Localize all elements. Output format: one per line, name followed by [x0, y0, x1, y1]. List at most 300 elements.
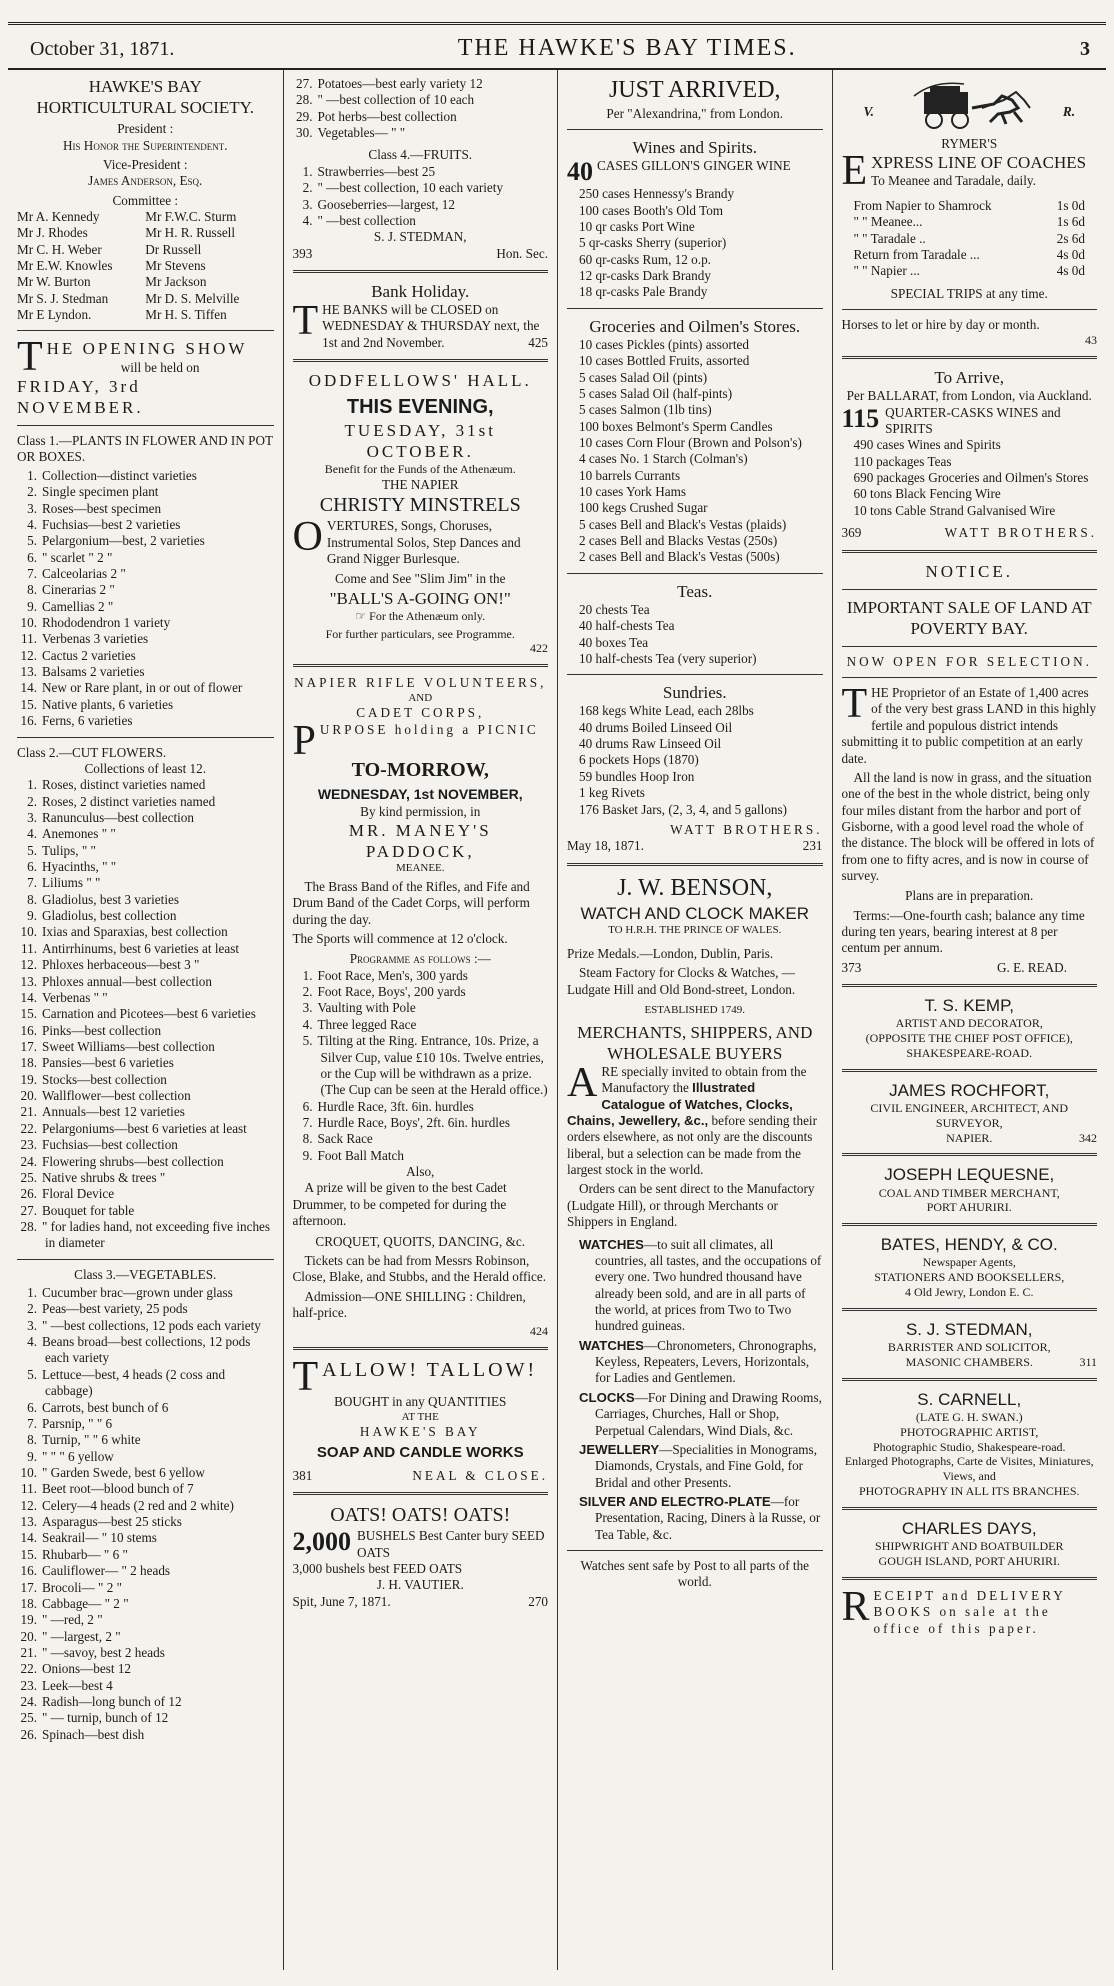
divider — [842, 1507, 1098, 1510]
item-number: 21. — [20, 1104, 37, 1120]
class-3-item — [17, 1465, 274, 1481]
class-2-item — [17, 1055, 274, 1071]
business-card — [842, 995, 1098, 1061]
item-number: 11. — [21, 1481, 37, 1497]
business-card — [842, 1164, 1098, 1215]
card-name: S. CARNELL, — [917, 1389, 1022, 1409]
programme-item — [293, 1115, 549, 1131]
fare-price: 4s 0d — [1056, 263, 1085, 279]
class-3-item — [17, 1596, 274, 1612]
item-number: 12. — [20, 647, 37, 663]
the-napier: THE NAPIER — [381, 477, 459, 493]
item-number: 2. — [302, 984, 313, 1000]
class-3-item — [17, 1285, 274, 1301]
item-number: 5. — [302, 1033, 313, 1049]
fare-row — [854, 247, 1086, 263]
grocery-item: 10 cases Corn Flour (Brown and Polson's) — [579, 434, 802, 450]
class-2-item — [17, 1039, 274, 1055]
item-text: Stocks—best collection — [42, 1071, 167, 1087]
card-line: GOUGH ISLAND, PORT AHURIRI. — [878, 1554, 1060, 1568]
item-number: 28. — [20, 1218, 37, 1234]
item-text: " — turnip, bunch of 12 — [42, 1710, 169, 1726]
tallow-firm: NEAL & CLOSE. — [412, 1468, 548, 1484]
drop-cap: T — [17, 334, 43, 381]
class-3-list — [17, 1285, 274, 1743]
sports-text: The Sports will commence at 12 o'clock. — [292, 931, 508, 947]
item-text: Wallflower—best collection — [42, 1088, 191, 1104]
class-2-item — [17, 892, 274, 908]
item-number: 10. — [20, 1464, 37, 1480]
columns — [8, 70, 1106, 1970]
wines-number: 40 — [567, 157, 593, 187]
purpose: URPOSE holding a PICNIC — [319, 721, 539, 737]
coach-emblem — [842, 78, 1098, 136]
committee-member: Mr F.W.C. Sturm — [145, 208, 237, 224]
item-text: Three legged Race — [317, 1016, 417, 1032]
ad-number: 425 — [528, 334, 548, 350]
item-text: Cauliflower— " 2 heads — [42, 1563, 171, 1579]
item-number: 8. — [302, 1131, 313, 1147]
divider — [567, 573, 823, 574]
class-1-item — [17, 664, 274, 680]
show-line-2: will be held on — [120, 359, 200, 375]
card-line: Photographic Studio, Shakespeare-road. — [872, 1439, 1066, 1454]
fare-row — [854, 198, 1086, 214]
class-3-item — [17, 1547, 274, 1563]
item-text: Asparagus—best 25 sticks — [42, 1514, 182, 1530]
divider — [842, 677, 1098, 678]
tallow-at: AT THE — [401, 1410, 439, 1423]
item-number: 4. — [27, 1334, 37, 1350]
business-card — [842, 1319, 1098, 1370]
sundry-item: 168 kegs White Lead, each 28lbs — [579, 703, 754, 719]
card-line: Newspaper Agents, — [922, 1255, 1016, 1270]
item-text: Pansies—best 6 varieties — [42, 1055, 174, 1071]
wine-item: 250 cases Hennessy's Brandy — [579, 186, 735, 202]
committee-member: Mr C. H. Weber — [17, 241, 102, 257]
item-number: 21. — [20, 1644, 37, 1660]
ad-number: 43 — [1085, 333, 1097, 348]
card-line: CIVIL ENGINEER, ARCHITECT, AND — [870, 1100, 1069, 1115]
grocery-item: 5 cases Salad Oil (half-pints) — [579, 385, 733, 401]
item-number: 6. — [27, 1399, 37, 1415]
class-3-item — [17, 1694, 274, 1710]
grocery-item: 10 cases Bottled Fruits, assorted — [579, 353, 750, 369]
programme-item — [293, 1131, 549, 1147]
committee-member: Mr E.W. Knowles — [17, 258, 113, 274]
committee-row — [17, 258, 274, 274]
tallow-heading-row — [292, 1354, 549, 1401]
class-3-item — [17, 1318, 274, 1334]
tallow-sign — [293, 1468, 549, 1484]
tea-item: 40 boxes Tea — [579, 634, 649, 650]
fare-price: 1s 6d — [1056, 214, 1085, 230]
ad-number: 381 — [292, 1468, 313, 1484]
divider — [567, 674, 823, 675]
benefit-line: Benefit for the Funds of the Athenæum. — [324, 462, 516, 477]
item-number: 16. — [20, 1022, 37, 1038]
item-number: 14. — [20, 989, 37, 1005]
item-text: Verbenas " " — [42, 989, 108, 1005]
divider — [567, 1550, 823, 1551]
item-text: Sack Race — [317, 1131, 373, 1147]
item-number: 20. — [20, 1628, 37, 1644]
item-text: Balsams 2 varieties — [42, 664, 145, 680]
class-1-item — [17, 697, 274, 713]
item-text: Verbenas 3 varieties — [42, 631, 149, 647]
class-2-item — [17, 826, 274, 842]
item-number: 22. — [20, 1661, 37, 1677]
column-1 — [8, 70, 283, 1970]
item-text: Cucumber brac—grown under glass — [42, 1285, 233, 1301]
class-2-item — [17, 1088, 274, 1104]
benson-item-key: WATCHES — [579, 1337, 644, 1353]
drop-cap: R — [841, 1583, 870, 1630]
item-number: 16. — [20, 713, 37, 729]
class-3-item — [17, 1629, 274, 1645]
item-number: 7. — [27, 875, 37, 891]
item-text: Hurdle Race, 3ft. 6in. hurdles — [317, 1098, 474, 1114]
item-number: 26. — [20, 1186, 37, 1202]
class-2-item — [17, 957, 274, 973]
card-line: SHIPWRIGHT AND BOATBUILDER — [875, 1539, 1064, 1554]
class-4-item — [293, 197, 549, 213]
fare-route: Return from Taradale ... — [853, 246, 980, 262]
sale-heading: IMPORTANT SALE OF LAND AT POVERTY BAY. — [846, 597, 1092, 638]
item-text: Ferns, 6 varieties — [42, 713, 133, 729]
divider — [17, 1259, 274, 1260]
item-number: 1. — [27, 777, 37, 793]
business-cards — [842, 984, 1098, 1569]
class-2-item — [17, 1072, 274, 1088]
arrive-per: Per BALLARAT, from London, via Auckland. — [846, 388, 1092, 404]
programme-item — [293, 1000, 549, 1016]
benson-to: TO H.R.H. THE PRINCE OF WALES. — [608, 924, 782, 937]
divider — [17, 737, 274, 738]
vr-v: V. — [863, 104, 874, 119]
benson-prize: Prize Medals.—London, Dublin, Paris. — [567, 946, 774, 962]
item-number: 3. — [302, 196, 313, 212]
item-number: 7. — [27, 1415, 37, 1431]
arrive-list — [842, 437, 1098, 519]
rymer-line-1: XPRESS LINE OF COACHES — [871, 153, 1087, 173]
class-2-item — [17, 1006, 274, 1022]
groceries-heading: Groceries and Oilmen's Stores. — [589, 316, 801, 336]
item-number: 7. — [302, 1114, 313, 1130]
benson-item-key: WATCHES — [579, 1236, 644, 1252]
arrive-firm: WATT BROTHERS. — [944, 525, 1097, 541]
class-2-item — [17, 941, 274, 957]
item-number: 24. — [20, 1694, 37, 1710]
item-number: 1. — [27, 1285, 37, 1301]
item-text: Sweet Williams—best collection — [42, 1039, 215, 1054]
class-3-item — [17, 1678, 274, 1694]
class-1-item — [17, 648, 274, 664]
class-1-item — [17, 501, 274, 517]
item-number: 2. — [27, 1301, 37, 1317]
rymer-heading — [841, 148, 1098, 195]
item-text: Carrots, best bunch of 6 — [42, 1399, 169, 1415]
item-number: 1. — [27, 467, 37, 483]
benson-item — [567, 1237, 823, 1335]
class-3-item — [17, 1481, 274, 1497]
class-3-item — [17, 1563, 274, 1579]
sale-foot — [842, 960, 1098, 976]
fare-price: 2s 6d — [1056, 230, 1085, 246]
groceries-list — [567, 337, 823, 566]
grocery-item: 10 cases Pickles (pints) assorted — [579, 336, 749, 352]
meanee: MEANEE. — [395, 862, 445, 875]
show-line-1: HE OPENING SHOW — [46, 339, 248, 359]
oddfellows-heading: ODDFELLOWS' HALL. — [308, 371, 532, 391]
item-number: 3. — [27, 1317, 37, 1333]
oats-date: Spit, June 7, 1871. — [292, 1593, 391, 1609]
item-number: 1. — [302, 967, 313, 983]
class-1-item — [17, 566, 274, 582]
arrive-number: 115 — [841, 403, 880, 433]
oats-number: 2,000 — [292, 1527, 351, 1557]
rymer-line-2: To Meanee and Taradale, daily. — [871, 173, 1036, 189]
divider — [842, 589, 1098, 590]
to-arrive: To Arrive, — [934, 368, 1005, 388]
programme-item — [293, 1033, 549, 1098]
oats-foot — [293, 1594, 549, 1610]
item-number: 15. — [20, 1006, 37, 1022]
item-number: 5. — [27, 842, 37, 858]
benson-item — [567, 1338, 823, 1387]
class-1-item — [17, 599, 274, 615]
item-text: Roses, distinct varieties named — [42, 777, 206, 793]
wednesday: WEDNESDAY, 1st NOVEMBER, — [317, 786, 523, 803]
item-text: Vaulting with Pole — [317, 1000, 416, 1016]
item-number: 6. — [27, 859, 37, 875]
divider — [842, 984, 1098, 987]
class-3-item — [17, 1400, 274, 1416]
benson-item-key: JEWELLERY — [579, 1441, 660, 1457]
item-text: Pot herbs—best collection — [317, 108, 457, 124]
business-card — [842, 1080, 1098, 1146]
programme-item — [293, 984, 549, 1000]
benson-items — [567, 1237, 823, 1543]
grocery-item: 5 cases Salad Oil (pints) — [579, 369, 708, 385]
class-1-item — [17, 582, 274, 598]
benson-item-key: SILVER AND ELECTRO-PLATE — [579, 1493, 771, 1509]
wine-item: 18 qr-casks Pale Brandy — [579, 284, 708, 300]
item-text: Ixias and Sparaxias, best collection — [42, 924, 228, 940]
item-text: Gladiolus, best 3 varieties — [42, 891, 179, 907]
item-number: 24. — [20, 1153, 37, 1169]
item-number: 25. — [20, 1710, 37, 1726]
oats-text-1: BUSHELS Best Canter bury SEED OATS — [357, 1528, 545, 1560]
item-text: Leek—best 4 — [42, 1677, 113, 1693]
show-line-3: FRIDAY, 3rd NOVEMBER. — [17, 376, 144, 417]
society-title-2: HORTICULTURAL SOCIETY. — [36, 98, 254, 118]
divider — [567, 129, 823, 130]
item-number: 27. — [296, 76, 313, 91]
class-3-item — [17, 1367, 274, 1400]
item-number: 28. — [296, 92, 313, 108]
president: His Honor the Superintendent. — [62, 137, 228, 153]
drop-cap: A — [567, 1059, 598, 1106]
ad-number: 369 — [841, 525, 862, 541]
class-2-item — [17, 1203, 274, 1219]
card-line: 4 Old Jewry, London E. C. — [904, 1285, 1034, 1300]
class-3-item — [17, 1432, 274, 1448]
programme-heading: Programme as follows :— — [349, 951, 491, 967]
card-line: SHAKESPEARE-ROAD. — [906, 1046, 1033, 1061]
class-2-item — [17, 1219, 274, 1252]
item-number: 9. — [27, 908, 37, 924]
sale-open: NOW OPEN FOR SELECTION. — [846, 653, 1092, 669]
item-text: Phloxes annual—best collection — [42, 973, 212, 989]
card-line: Enlarged Photographs, Carte de Visites, Miniatures, Views, and — [844, 1454, 1094, 1484]
item-text: " —best collection, 10 each variety — [317, 180, 504, 196]
item-number: 4. — [27, 516, 37, 532]
committee-member: Mr A. Kennedy — [17, 208, 100, 224]
fare-row — [854, 263, 1086, 279]
arrive-item: 60 tons Black Fencing Wire — [853, 486, 1001, 502]
class-2-item — [17, 1137, 274, 1153]
wine-item: 5 qr-casks Sherry (superior) — [579, 235, 727, 251]
item-number: 26. — [20, 1726, 37, 1742]
item-text: Flowering shrubs—best collection — [42, 1153, 224, 1169]
just-arrived: JUST ARRIVED, — [608, 77, 781, 103]
grocery-item: 100 kegs Crushed Sugar — [579, 500, 708, 516]
divider — [842, 356, 1098, 359]
item-number: 16. — [20, 1563, 37, 1579]
top-rule — [8, 22, 1106, 25]
programme-item — [293, 968, 549, 984]
class-1-list — [17, 468, 274, 730]
benson-item — [567, 1390, 823, 1439]
item-text: Liliums " " — [42, 875, 101, 891]
item-number: 11. — [21, 940, 37, 956]
class-2-heading: Class 2.—CUT FLOWERS. — [17, 744, 167, 760]
class-3-item — [17, 1580, 274, 1596]
divider — [293, 664, 549, 667]
committee-member: Mr Stevens — [145, 258, 206, 274]
item-number: 2. — [27, 484, 37, 500]
item-number: 15. — [20, 1546, 37, 1562]
christy-minstrels: CHRISTY MINSTRELS — [319, 494, 521, 517]
divider — [17, 330, 274, 331]
admission: Admission—ONE SHILLING : Children, half-price. — [292, 1288, 526, 1320]
item-text: " —savoy, best 2 heads — [42, 1644, 165, 1660]
bank-text: HE BANKS will be CLOSED on WEDNESDAY & THURSDAY next, the 1st and 2nd November. — [322, 302, 540, 350]
item-text: Cactus 2 varieties — [42, 647, 136, 663]
divider — [842, 1308, 1098, 1311]
class-2-item — [17, 777, 274, 793]
business-card — [842, 1234, 1098, 1300]
item-number: 3. — [302, 1000, 313, 1016]
class-3-item — [17, 1612, 274, 1628]
wines-heading: Wines and Spirits. — [632, 138, 757, 158]
item-text: Antirrhinums, best 6 varieties at least — [42, 940, 240, 956]
grocery-item: 2 cases Bell and Black's Vestas (500s) — [579, 549, 780, 565]
item-text: Onions—best 12 — [42, 1661, 132, 1677]
column-3 — [557, 70, 832, 1970]
ad-number: 311 — [1079, 1354, 1097, 1369]
item-number: 12. — [20, 1497, 37, 1513]
receipt — [841, 1583, 1098, 1637]
item-number: 4. — [302, 212, 313, 228]
item-text: " —largest, 2 " — [42, 1628, 121, 1644]
class-2-item — [17, 875, 274, 891]
benson-merchants: MERCHANTS, SHIPPERS, AND WHOLESALE BUYERS — [577, 1022, 813, 1063]
item-number: 5. — [27, 1366, 37, 1382]
vegetables-continued — [293, 76, 549, 141]
committee-member: Mr H. R. Russell — [145, 225, 236, 241]
item-text: " " " 6 yellow — [42, 1448, 114, 1464]
item-number: 20. — [20, 1088, 37, 1104]
card-line: BARRISTER AND SOLICITOR, — [887, 1340, 1051, 1355]
drop-cap: E — [841, 148, 868, 195]
benson-item-text: —Chronometers, Chronographs, Keyless, Repeaters, Levers, Horizontals, for Ladies and Gentlemen. — [595, 1337, 817, 1386]
card-name: T. S. KEMP, — [924, 996, 1014, 1016]
item-number: 19. — [20, 1071, 37, 1087]
page-number: 3 — [1080, 38, 1090, 60]
item-text: Ranunculus—best collection — [42, 809, 194, 825]
class-4-heading: Class 4.—FRUITS. — [368, 147, 473, 163]
item-text: Turnip, " " 6 white — [42, 1432, 141, 1448]
item-text: Phloxes herbaceous—best 3 " — [42, 957, 200, 973]
tallow-hb: HAWKE'S BAY — [359, 1424, 481, 1440]
programme-item — [293, 1099, 549, 1115]
overtures-text — [292, 514, 549, 567]
benson-item-text: —For Dining and Drawing Rooms, Carriages, Churches, Hall or Shop, Perpetual Calendars, Wind Dials, &c. — [595, 1389, 822, 1438]
ad-number: 231 — [802, 838, 823, 854]
item-text: Foot Race, Boys', 200 yards — [317, 984, 466, 1000]
grocery-item: 10 cases York Hams — [579, 484, 686, 500]
card-line: ARTIST AND DECORATOR, — [895, 1016, 1043, 1031]
business-card — [842, 1518, 1098, 1569]
arrive-item: 10 tons Cable Strand Galvanised Wire — [853, 502, 1056, 518]
item-text: Hurdle Race, Boys', 2ft. 6in. hurdles — [317, 1114, 510, 1130]
item-text: " Garden Swede, best 6 yellow — [42, 1464, 205, 1480]
wines-list — [567, 186, 823, 301]
fare-route: " " Napier ... — [853, 263, 920, 279]
vegetable-item — [293, 92, 549, 108]
ad-number: 270 — [528, 1593, 548, 1609]
item-text: Brocoli— " 2 " — [42, 1579, 122, 1595]
item-number: 4. — [27, 826, 37, 842]
item-text: Beet root—blood bunch of 7 — [42, 1481, 194, 1497]
drop-cap: O — [292, 514, 323, 561]
item-text: Peas—best variety, 25 pods — [42, 1301, 188, 1317]
card-line: (LATE G. H. SWAN.) — [915, 1409, 1023, 1424]
item-text: Hyacinths, " " — [42, 859, 117, 875]
item-number: 14. — [20, 1530, 37, 1546]
class-3-item — [17, 1498, 274, 1514]
sale-text-2: All the land is now in grass, and the situation one of the best in the whole district, being only four miles distant from the harbor and port of Gisborne, with a good level road the whole of the distance. The block will be offered in lots of from one to fifty acres, and is now in course of survey. — [841, 769, 1095, 884]
class-1-item — [17, 533, 274, 549]
arrive-foot — [842, 525, 1098, 541]
committee-member: Mr W. Burton — [17, 274, 91, 290]
class-2-list — [17, 777, 274, 1251]
committee-member: Mr Jackson — [145, 274, 207, 290]
secretary-name: S. J. STEDMAN, — [373, 229, 467, 245]
secretary-line — [293, 246, 549, 262]
item-number: 2. — [302, 180, 313, 196]
wines-first — [567, 158, 823, 186]
benson-established: ESTABLISHED 1749. — [644, 1004, 746, 1017]
class-3-item — [17, 1645, 274, 1661]
tea-item: 20 chests Tea — [579, 601, 650, 617]
class-4-item — [293, 213, 549, 229]
masthead-date: October 31, 1871. — [30, 38, 175, 60]
item-text: Bouquet for table — [42, 1202, 135, 1218]
item-text: Pinks—best collection — [42, 1022, 162, 1038]
